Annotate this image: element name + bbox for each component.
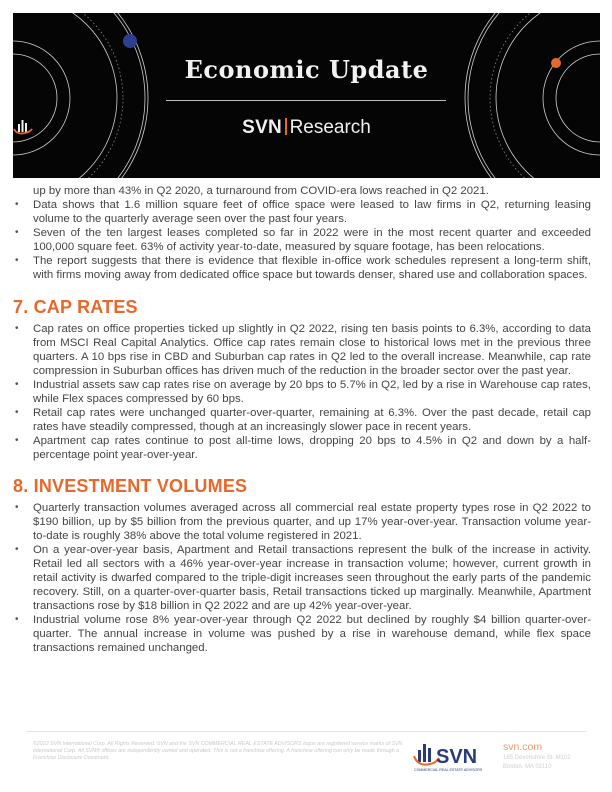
list-item: • On a year-over-year basis, Apartment and Retail transactions represent the bulk of the increase in activity. Retail led all sectors with a 46% year-over-year increase in transaction volume; however, current growth in retail activity is dwarfed compared to the triple-digit increases seen throughout the early parts of the pandemic recovery. Still, on a quarter-over-quarter basis, Retail transactions ticked up marginally. Meanwhile, Apartment transactions rose by $18 billion in Q2 2022 and are up 42% year-over-year. xyxy=(13,543,591,613)
brand-research: Research xyxy=(289,117,371,138)
footer-divider xyxy=(26,731,586,732)
list-item: • Data shows that 1.6 million square feet of office space were leased to law firms in Q2, returning leasing volume to the quarterly average seen over the past four years. xyxy=(13,198,591,226)
list-item: • Industrial assets saw cap rates rise on average by 20 bps to 5.7% in Q2, led by a rise in Warehouse cap rates, while Flex spaces compressed by 60 bps. xyxy=(13,378,591,406)
list-item: • Retail cap rates were unchanged quarter-over-quarter, remaining at 6.3%. Over the past decade, retail cap rates have steadily compressed, though at an increasingly slower pace in recent years. xyxy=(13,406,591,434)
footer-logo-text: SVN xyxy=(436,746,478,768)
list-item: • Seven of the ten largest leases completed so far in 2022 were in the most recent quarter and exceeded 100,000 square feet. 63% of activity year-to-date, measured by square footage, has been relocations. xyxy=(13,226,591,254)
article-body xyxy=(13,180,591,655)
title-divider xyxy=(166,100,446,101)
orbit-decoration xyxy=(13,13,600,178)
svn-logo-icon xyxy=(13,117,33,135)
address-line-1: 185 Devonshire St. M102 xyxy=(503,755,571,761)
section-heading-investment-volumes: 8. INVESTMENT VOLUMES xyxy=(13,476,248,496)
blue-planet-dot xyxy=(123,34,137,48)
continued-paragraph: up by more than 43% in Q2 2020, a turnaround from COVID-era lows reached in Q2 2021. xyxy=(33,185,489,197)
address-line-2: Boston, MA 02110 xyxy=(503,764,552,770)
list-item: • Cap rates on office properties ticked up slightly in Q2 2022, rising ten basis points to 6.3%, according to data from MSCI Real Capital Analytics. Office cap rates remain close to historical lows met in the previous three quarters. A 10 bps rise in CBD and Suburban cap rates in Q2 led to the overall increase. Meanwhile, cap rate compression in Suburban offices has driven much of the reduction in the broader sector over the past year. xyxy=(13,322,591,378)
footer-legal-text: ©2022 SVN International Corp. All Rights Reserved. SVN and the SVN COMMERCIAL REAL ESTATE ADVISORS logos are registered service marks of SVN International Corp. All SVN® offices are independently owned and operated. This is not a franchise offering. A franchise offering can only be made through a Franchise Disclosure Document. xyxy=(33,741,403,761)
list-item: • Apartment cap rates continue to post all-time lows, dropping 20 bps to 4.5% in Q2 and down by a half-percentage point year-over-year. xyxy=(13,434,591,462)
svn-research-logo xyxy=(13,117,600,139)
investment-volumes-bullets xyxy=(13,501,591,655)
list-item: • Industrial volume rose 8% year-over-year through Q2 2022 but declined by roughly $4 billion quarter-over-quarter. The annual increase in volume was pushed by a rise in warehouse demand, while flex space transactions remained unchanged. xyxy=(13,613,591,655)
website-link[interactable]: svn.com xyxy=(503,741,543,753)
brand-svn: SVN xyxy=(242,117,283,138)
svn-footer-logo xyxy=(412,740,496,774)
brand-divider xyxy=(285,118,287,135)
cap-rates-bullets xyxy=(13,322,591,462)
office-leasing-bullets xyxy=(13,198,591,282)
list-item: • The report suggests that there is evidence that flexible in-office work schedules represent a long-term shift, with firms moving away from dedicated office space but towards denser, shared use and collaboration spaces. xyxy=(13,254,591,282)
list-item: • Quarterly transaction volumes averaged across all commercial real estate property types rose in Q2 2022 to $190 billion, up by $5 billion from the previous quarter, and up 17% year-over-year. Transaction volume year-to-date is roughly 38% above the total volume registered in 2021. xyxy=(13,501,591,543)
page-title: Economic Update xyxy=(184,55,429,84)
footer-logo-tagline: COMMERCIAL REAL ESTATE ADVISORS xyxy=(414,768,483,772)
section-heading-cap-rates: 7. CAP RATES xyxy=(13,297,138,317)
header-banner xyxy=(13,13,600,178)
